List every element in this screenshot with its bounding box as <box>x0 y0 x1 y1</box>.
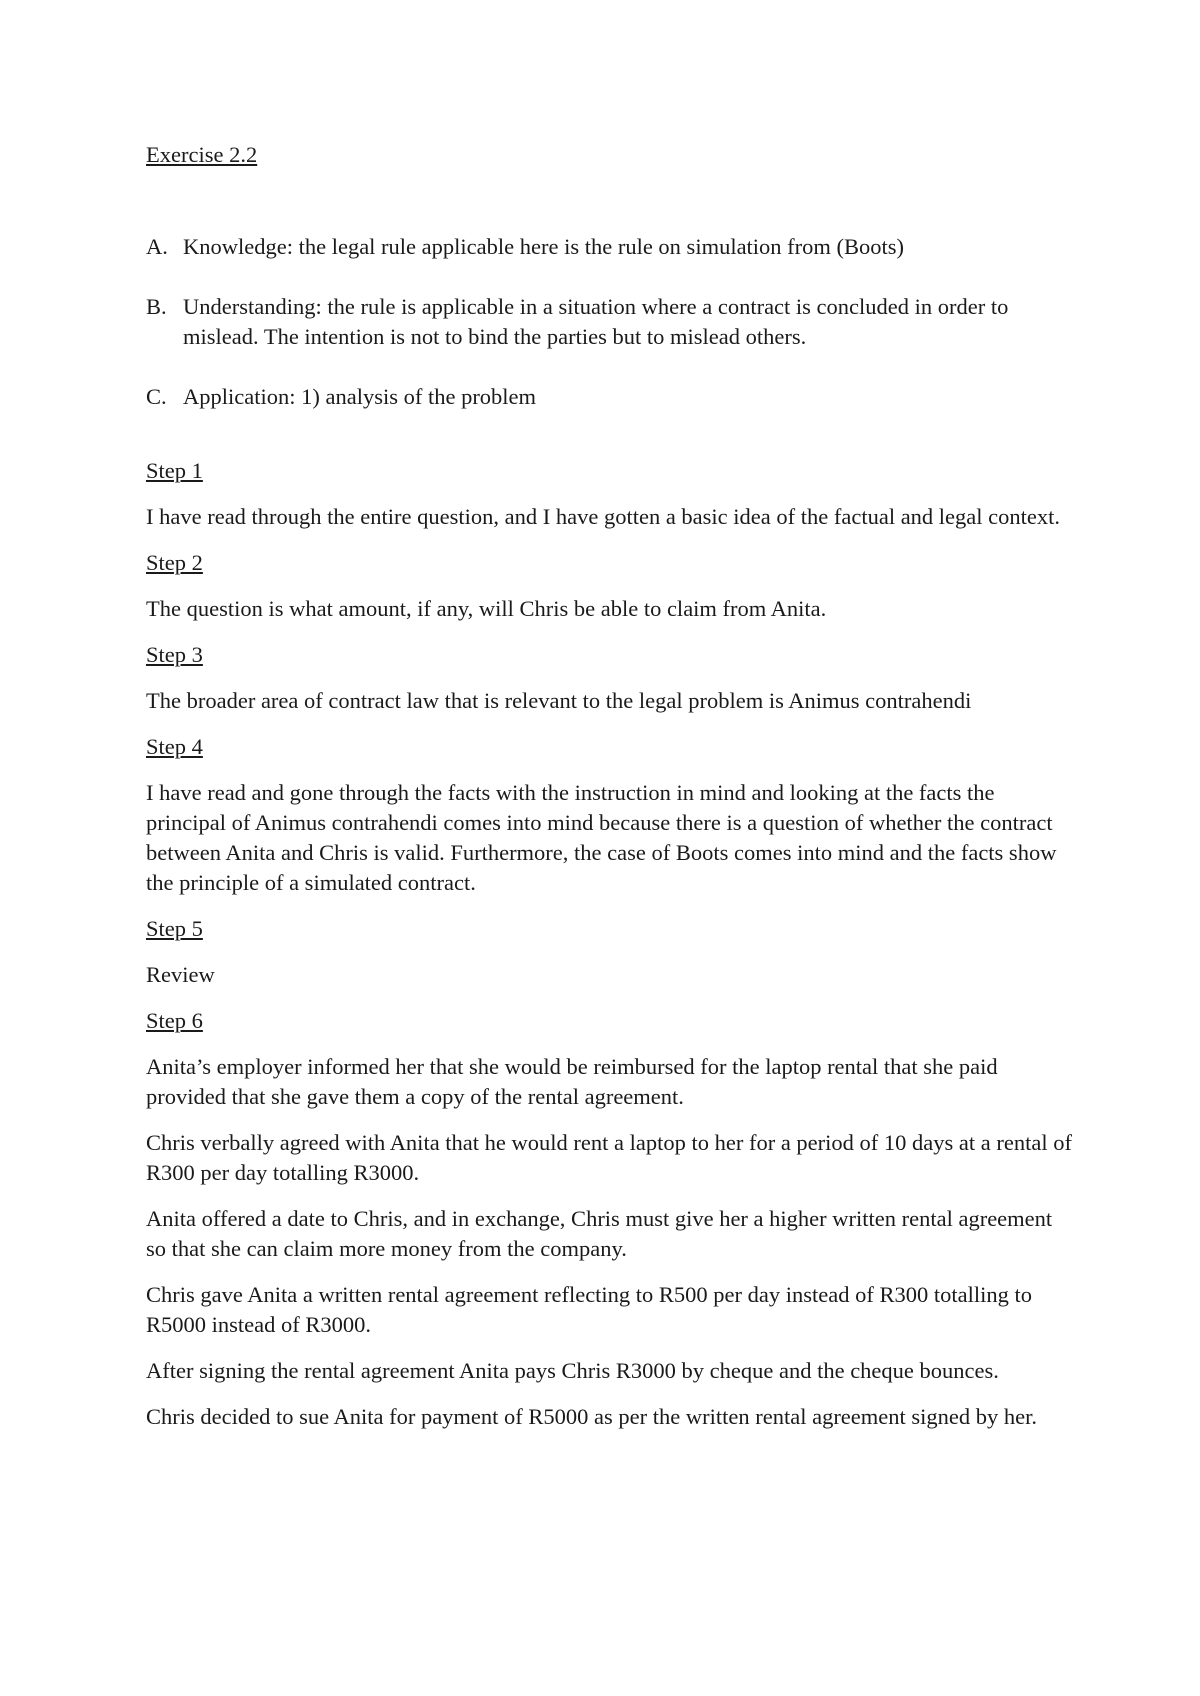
list-item-knowledge <box>146 232 1076 262</box>
step-6-paragraph-verbal-agreement: Chris verbally agreed with Anita that he would rent a laptop to her for a period of 10 days at a rental of R300 per day totalling R3000. <box>146 1130 1072 1185</box>
step-5-heading: Step 5 <box>146 916 203 941</box>
step-4-paragraph: I have read and gone through the facts with the instruction in mind and looking at the facts the principal of Animus contrahendi comes into mind because there is a question of whether the contract between Anita and Chris is valid. Furthermore, the case of Boots comes into mind and the facts show the principle of a simulated contract. <box>146 780 1057 895</box>
analysis-list <box>146 232 1076 412</box>
list-text: Knowledge: the legal rule applicable here is the rule on simulation from (Boots) <box>183 234 905 259</box>
list-item-understanding <box>146 292 1076 352</box>
step-3-paragraph: The broader area of contract law that is relevant to the legal problem is Animus contrahendi <box>146 688 972 713</box>
document-title: Exercise 2.2 <box>146 142 258 167</box>
steps-section <box>146 456 1076 1432</box>
step-1-heading: Step 1 <box>146 458 203 483</box>
step-6-paragraph-cheque: After signing the rental agreement Anita pays Chris R3000 by cheque and the cheque bounces. <box>146 1358 999 1383</box>
step-6-paragraph-offer: Anita offered a date to Chris, and in exchange, Chris must give her a higher written rental agreement so that she can claim more money from the company. <box>146 1206 1053 1261</box>
step-2-paragraph: The question is what amount, if any, will Chris be able to claim from Anita. <box>146 596 827 621</box>
list-text: Application: 1) analysis of the problem <box>183 384 537 409</box>
step-6-heading: Step 6 <box>146 1008 203 1033</box>
step-4-heading: Step 4 <box>146 734 203 759</box>
list-letter: B. <box>146 294 167 319</box>
list-item-application <box>146 382 1076 412</box>
list-text: Understanding: the rule is applicable in a situation where a contract is concluded in order to mislead. The intention is not to bind the parties but to mislead others. <box>183 294 1009 349</box>
step-6-paragraph-lawsuit: Chris decided to sue Anita for payment of R5000 as per the written rental agreement signed by her. <box>146 1404 1038 1429</box>
list-letter: A. <box>146 234 168 259</box>
step-5-paragraph: Review <box>146 962 215 987</box>
step-6-paragraph-employer: Anita’s employer informed her that she would be reimbursed for the laptop rental that she paid provided that she gave them a copy of the rental agreement. <box>146 1054 998 1109</box>
step-3-heading: Step 3 <box>146 642 203 667</box>
document-body <box>146 140 1076 1448</box>
step-6-paragraph-written-agreement: Chris gave Anita a written rental agreement reflecting to R500 per day instead of R300 totalling to R5000 instead of R3000. <box>146 1282 1033 1337</box>
step-1-paragraph: I have read through the entire question, and I have gotten a basic idea of the factual and legal context. <box>146 504 1061 529</box>
list-letter: C. <box>146 384 167 409</box>
step-2-heading: Step 2 <box>146 550 203 575</box>
